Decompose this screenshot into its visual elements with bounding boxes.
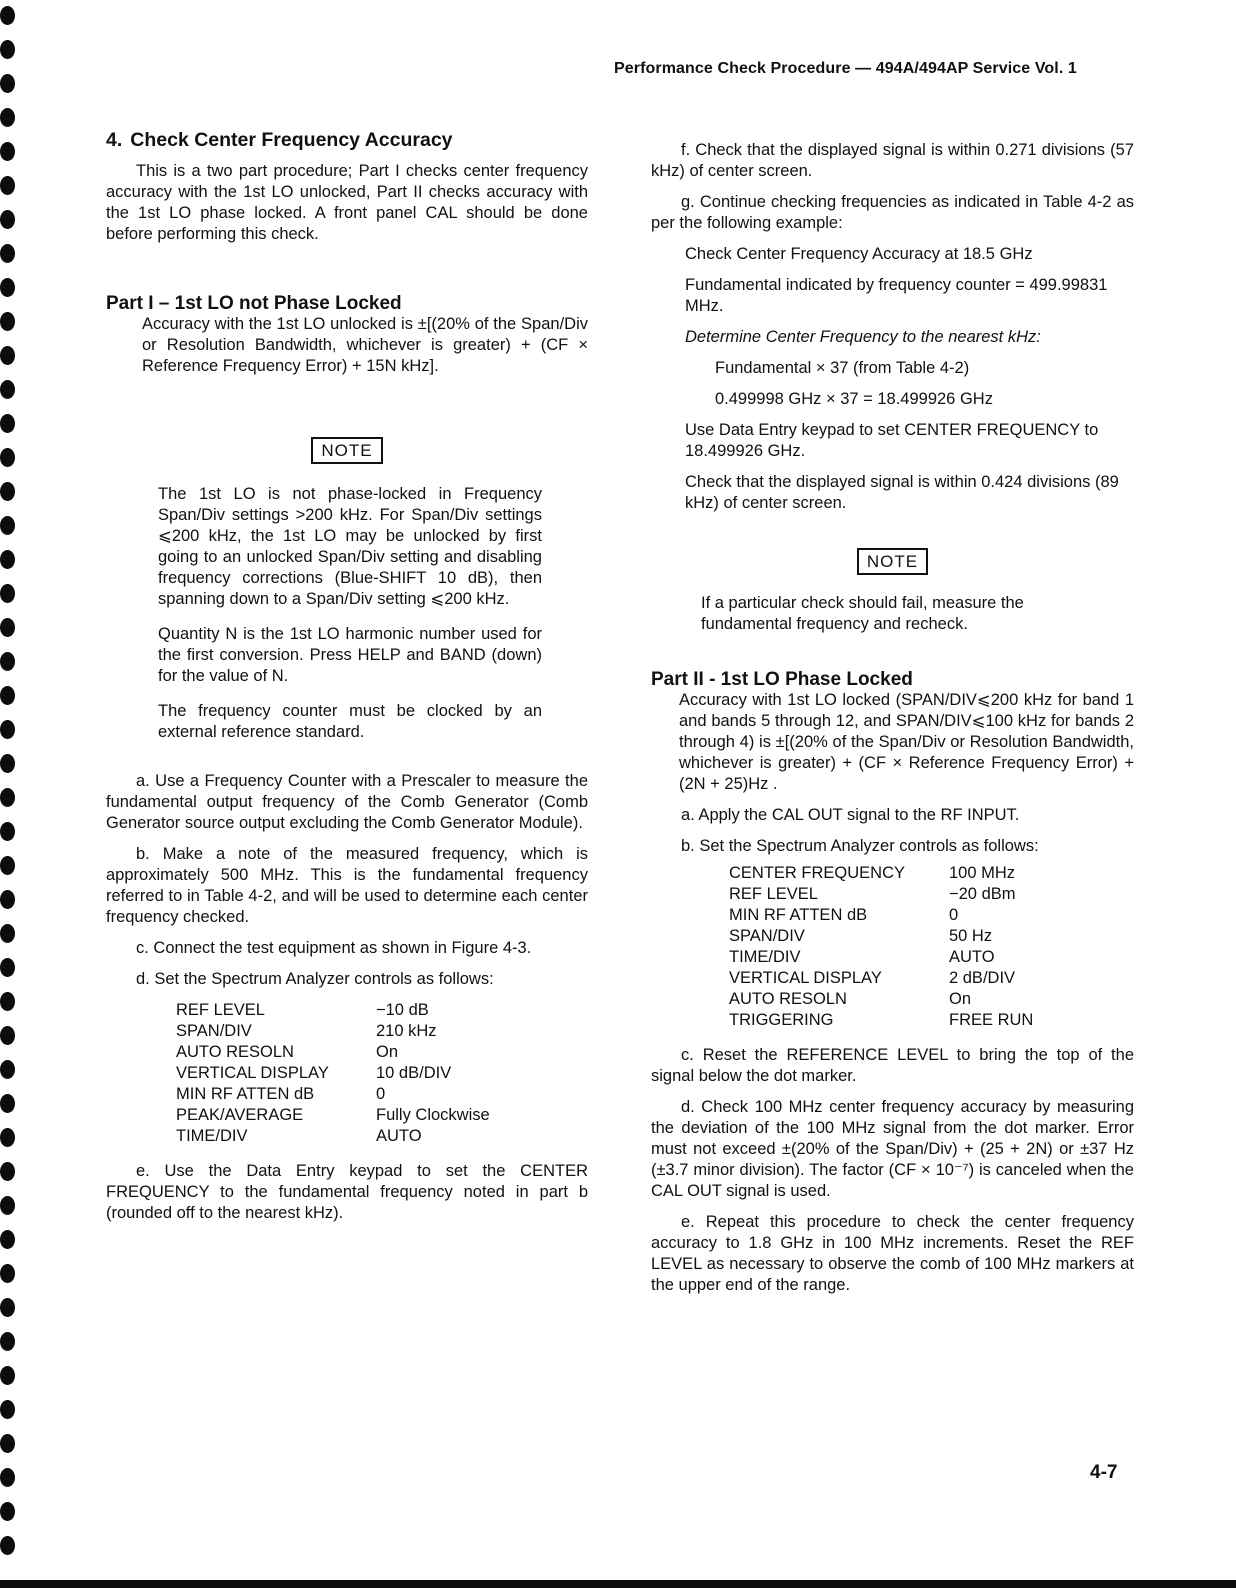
right-column — [651, 140, 1134, 1306]
left-column — [106, 130, 588, 1234]
step-f: f. Check that the displayed signal is within 0.271 divisions (57 kHz) of center screen. — [651, 141, 1134, 180]
right-note-body: If a particular check should fail, measure the fundamental frequency and recheck. — [701, 594, 1024, 633]
part1-body: Accuracy with the 1st LO unlocked is ±[(20% of the Span/Div or Resolution Bandwidth, whichever is greater) + (CF × Reference Frequency Error) + 15N kHz]. — [142, 315, 588, 375]
example-line: Check that the displayed signal is within 0.424 divisions (89 kHz) of center screen. — [685, 473, 1119, 512]
step-a: a. Apply the CAL OUT signal to the RF INPUT. — [681, 806, 1020, 824]
part1-title: Part I – 1st LO not Phase Locked — [106, 293, 402, 314]
step-c: c. Reset the REFERENCE LEVEL to bring the top of the signal below the dot marker. — [651, 1046, 1134, 1085]
example-calc: Fundamental × 37 (from Table 4-2) — [715, 359, 970, 377]
settings-row: SPAN/DIV 210 kHz — [176, 1022, 437, 1040]
step-b: b. Set the Spectrum Analyzer controls as follows: — [681, 837, 1039, 855]
example-line: Fundamental indicated by frequency counter = 499.99831 MHz. — [685, 276, 1108, 315]
step-d: d. Check 100 MHz center frequency accuracy by measuring the deviation of the 100 MHz signal from the dot marker. Error must not exceed ±(20% of the Span/Div) + (25 + 2N) or ±37 Hz (±3.7 minor division). The factor (CF × 10⁻⁷) is canceled when the CAL OUT signal is used. — [651, 1098, 1134, 1200]
settings-row: VERTICAL DISPLAY 10 dB/DIV — [176, 1064, 452, 1082]
step-c: c. Connect the test equipment as shown in Figure 4-3. — [136, 939, 532, 957]
example-line: Use Data Entry keypad to set CENTER FREQUENCY to 18.499926 GHz. — [685, 421, 1099, 460]
settings-row: REF LEVEL −20 dBm — [729, 885, 1016, 903]
binder-holes — [0, 0, 24, 1588]
note-badge: NOTE — [857, 548, 928, 575]
right-note — [651, 548, 1134, 575]
part1-note-body — [158, 484, 542, 743]
part1-note — [106, 437, 588, 464]
settings-row: REF LEVEL −10 dB — [176, 1001, 429, 1019]
example-line: Determine Center Frequency to the nearest kHz: — [685, 328, 1041, 346]
part2-settings-table — [729, 863, 1033, 1031]
running-header: Performance Check Procedure — 494A/494AP Service Vol. 1 — [614, 60, 1077, 77]
settings-row: AUTO RESOLN On — [176, 1043, 399, 1061]
settings-row: VERTICAL DISPLAY 2 dB/DIV — [729, 969, 1016, 987]
note-paragraph: Quantity N is the 1st LO harmonic number used for the first conversion. Press HELP and BAND (down) for the value of N. — [158, 625, 542, 685]
note-paragraph: The frequency counter must be clocked by an external reference standard. — [158, 702, 542, 741]
settings-row: PEAK/AVERAGE Fully Clockwise — [176, 1106, 490, 1124]
settings-row: AUTO RESOLN On — [729, 990, 972, 1008]
step-a: a. Use a Frequency Counter with a Prescaler to measure the fundamental output frequency of the Comb Generator (Comb Generator source output excluding the Comb Generator Module). — [106, 772, 588, 832]
note-paragraph: The 1st LO is not phase-locked in Frequency Span/Div settings >200 kHz. For Span/Div settings ⩽200 kHz, the 1st LO may be unlocked by first going to an unlocked Span/Div setting and disabling frequency corrections (Blue-SHIFT 10 dB), then spanning down to a Span/Div setting ⩽200 kHz. — [158, 485, 542, 608]
step-d: d. Set the Spectrum Analyzer controls as follows: — [136, 970, 494, 988]
settings-row: MIN RF ATTEN dB 0 — [176, 1085, 386, 1103]
step-g: g. Continue checking frequencies as indicated in Table 4-2 as per the following example: — [651, 193, 1134, 232]
settings-row: CENTER FREQUENCY 100 MHz — [729, 864, 1016, 882]
example-calc: 0.499998 GHz × 37 = 18.499926 GHz — [715, 390, 993, 408]
part1-settings-table — [176, 1000, 490, 1147]
step-e: e. Use the Data Entry keypad to set the CENTER FREQUENCY to the fundamental frequency noted in part b (rounded off to the nearest kHz). — [106, 1162, 588, 1222]
note-badge: NOTE — [311, 437, 382, 464]
settings-row: TIME/DIV AUTO — [729, 948, 995, 966]
settings-row: TRIGGERING FREE RUN — [729, 1011, 1034, 1029]
part2-body: Accuracy with 1st LO locked (SPAN/DIV⩽200 kHz for band 1 and bands 5 through 12, and SPAN/DIV⩽100 kHz for bands 2 through 4) is ±[(20% of the Span/Div or Resolution Bandwidth, whichever is greater) + (CF × Reference Frequency Error) + (2N + 25)Hz . — [679, 691, 1134, 793]
settings-row: MIN RF ATTEN dB 0 — [729, 906, 959, 924]
section-intro: This is a two part procedure; Part I checks center frequency accuracy with the 1st LO unlocked, Part II checks accuracy with the 1st LO phase locked. A front panel CAL should be done before performing this check. — [106, 162, 588, 243]
example-block — [685, 244, 1134, 514]
page-number: 4-7 — [1090, 1462, 1118, 1483]
step-b: b. Make a note of the measured frequency, which is approximately 500 MHz. This is the fundamental frequency referred to in Table 4-2, and will be used to determine each center frequency checked. — [106, 845, 588, 926]
section-number: 4. — [106, 129, 123, 151]
section-title-text: Check Center Frequency Accuracy — [130, 129, 453, 151]
part2-title: Part II - 1st LO Phase Locked — [651, 669, 913, 690]
settings-row: SPAN/DIV 50 Hz — [729, 927, 993, 945]
section-title — [106, 130, 588, 151]
example-line: Check Center Frequency Accuracy at 18.5 GHz — [685, 245, 1033, 263]
settings-row: TIME/DIV AUTO — [176, 1127, 422, 1145]
step-e: e. Repeat this procedure to check the center frequency accuracy to 1.8 GHz in 100 MHz increments. Reset the REF LEVEL as necessary to observe the comb of 100 MHz markers at the upper end of the range. — [651, 1213, 1134, 1294]
bottom-edge — [0, 1580, 1236, 1588]
